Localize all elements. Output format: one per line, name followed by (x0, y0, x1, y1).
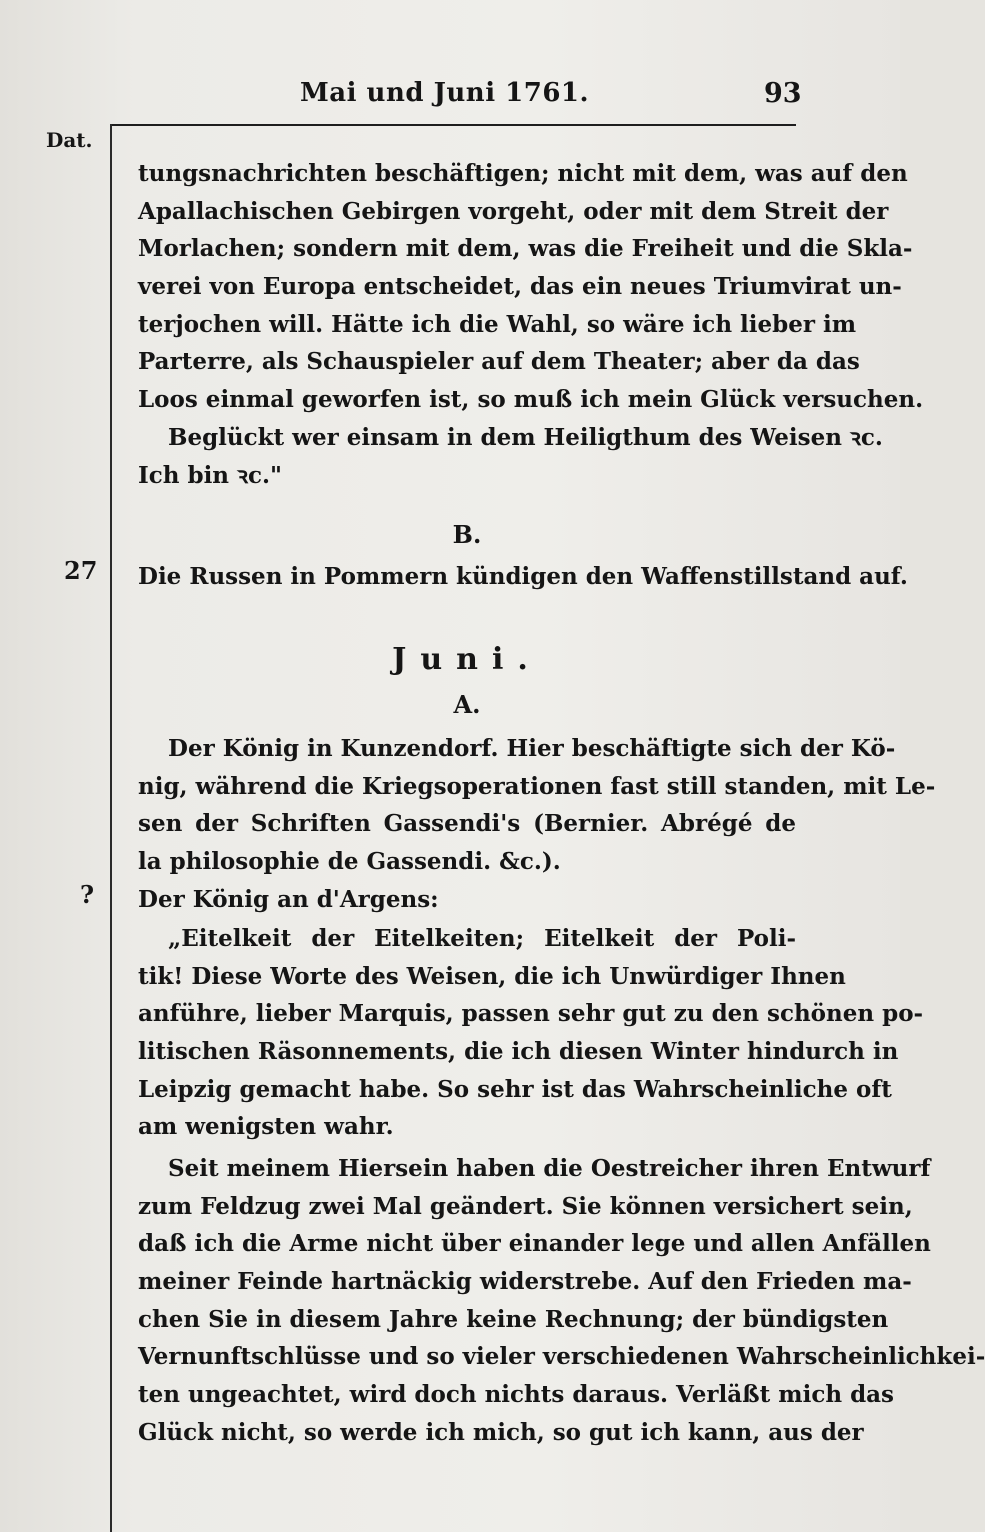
text-line: Beglückt wer einsam in dem Heiligthum des Weisen ꝛc. (168, 423, 883, 451)
text-line: la philosophie de Gassendi. &c.). (138, 848, 561, 876)
letter-paragraph-2 (138, 1150, 985, 1452)
text-line: Vernunftschlüsse und so vieler verschiedenen Wahrscheinlichkei- (138, 1343, 985, 1371)
text-line: „Eitelkeit der Eitelkeiten; Eitelkeit der Poli- (168, 925, 796, 952)
header-title: Mai und Juni 1761. (300, 78, 590, 108)
text-line: nig, während die Kriegsoperationen fast still standen, mit Le- (138, 772, 936, 800)
text-line: verei von Europa entscheidet, das ein neues Triumvirat un- (138, 273, 902, 301)
letter-body (138, 920, 924, 1146)
entry-27 (138, 558, 908, 596)
text-line: Seit meinem Hiersein haben die Oestreicher ihren Entwurf (168, 1155, 931, 1182)
text-line: anführe, lieber Marquis, passen sehr gut zu den schönen po- (138, 1000, 924, 1028)
text-line: ten ungeachtet, wird doch nichts daraus. Verläßt mich das (138, 1381, 895, 1409)
text-line: Morlachen; sondern mit dem, was die Freiheit und die Skla- (138, 235, 913, 263)
margin-date-27: 27 (64, 556, 98, 585)
text-line: Parterre, als Schauspieler auf dem Theater; aber da das (138, 348, 860, 376)
text-line: daß ich die Arme nicht über einander lege und allen Anfällen (138, 1230, 931, 1258)
date-column-label: Dat. (46, 128, 93, 152)
entry-kunzendorf (138, 730, 936, 918)
text-line: litischen Räsonnements, die ich diesen Winter hindurch in (138, 1038, 899, 1066)
text-line: terjochen will. Hätte ich die Wahl, so wäre ich lieber im (138, 310, 857, 338)
margin-rule (110, 124, 112, 1532)
running-header (0, 76, 900, 116)
text-line: Glück nicht, so werde ich mich, so gut ich kann, aus der (138, 1418, 864, 1446)
text-line: tik! Diese Worte des Weisen, die ich Unwürdiger Ihnen (138, 962, 846, 990)
text-line: Der König in Kunzendorf. Hier beschäftigte sich der Kö- (168, 735, 896, 762)
text-line: zum Feldzug zwei Mal geändert. Sie können versichert sein, (138, 1192, 913, 1220)
text-line: Loos einmal geworfen ist, so muß ich mein Glück versuchen. (138, 386, 924, 414)
letter-continuation (138, 155, 924, 494)
text-line: meiner Feinde hartnäckig widerstrebe. Auf den Frieden ma- (138, 1268, 912, 1296)
text-line: am wenigsten wahr. (138, 1113, 394, 1141)
text-line: chen Sie in diesem Jahre keine Rechnung; der bündigsten (138, 1305, 889, 1333)
text-line: Die Russen in Pommern kündigen den Waffenstillstand auf. (138, 563, 908, 590)
text-line: tungsnachrichten beschäftigen; nicht mit dem, was auf den (138, 160, 908, 187)
month-heading-juni: Juni. (392, 642, 542, 677)
section-heading-b: B. (452, 520, 482, 549)
text-line: Ich bin ꝛc." (138, 461, 282, 489)
text-line: Leipzig gemacht habe. So sehr ist das Wahrscheinliche oft (138, 1075, 892, 1103)
header-rule (110, 124, 796, 126)
text-line: Apallachischen Gebirgen vorgeht, oder mit dem Streit der (138, 197, 889, 225)
text-line: sen der Schriften Gassendi's (Bernier. Abrégé de (138, 810, 796, 838)
letter-intro: Der König an d'Argens: (138, 885, 439, 913)
section-heading-a: A. (453, 690, 481, 719)
page-number: 93 (764, 78, 802, 109)
margin-date-unknown: ? (80, 880, 95, 909)
